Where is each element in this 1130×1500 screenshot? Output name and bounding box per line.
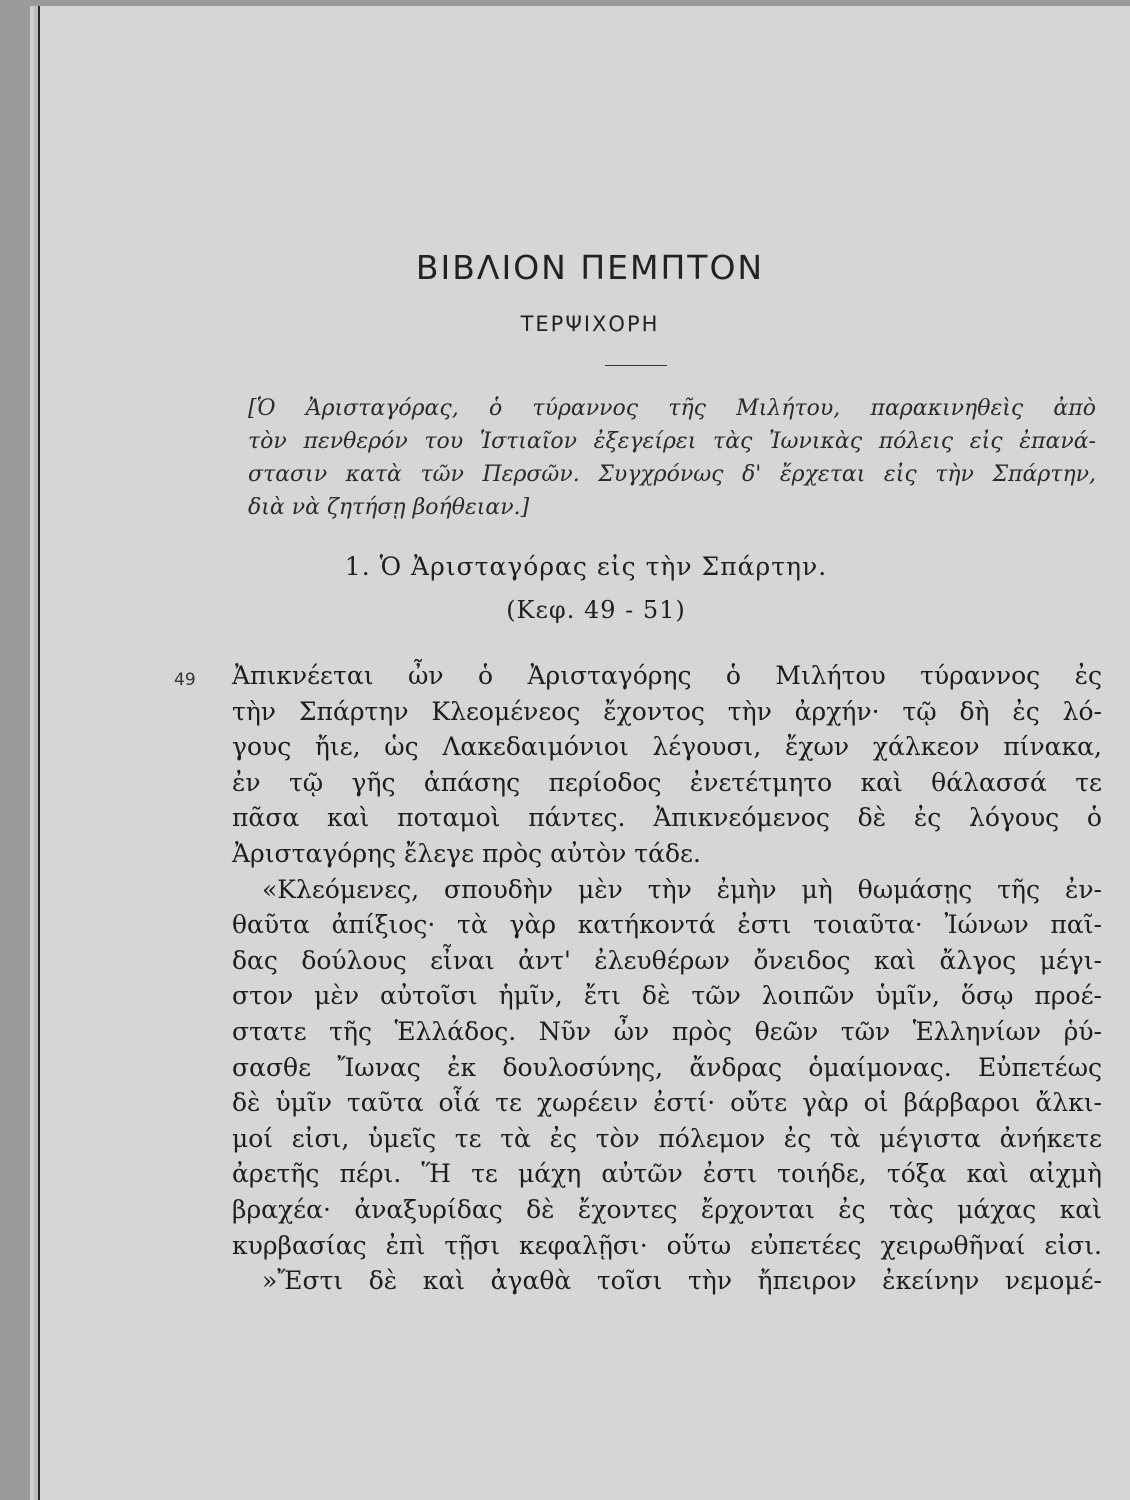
text-line: μοί εἰσι, ὑμεῖς τε τὰ ἐς τὸν πόλεμον ἐς τὰ μέγιστα ἀνήκετε	[232, 1123, 1102, 1153]
section-heading: 1. Ὁ Ἀρισταγόρας εἰς τὴν Σπάρτην.	[344, 552, 828, 581]
text-line: στατε τῆς Ἑλλάδος. Νῦν ὦν πρὸς θεῶν τῶν Ἑλληνίων ῥύ-	[232, 1016, 1102, 1046]
text-line: κυρβασίας ἐπὶ τῇσι κεφαλῇσι· οὕτω εὐπετέες χειρωθῆναί εἰσι.	[232, 1230, 1102, 1260]
text-line: Ἀρισταγόρης ἔλεγε πρὸς αὐτὸν τάδε.	[232, 838, 701, 868]
section-chapter-range: (Κεφ. 49 - 51)	[506, 596, 686, 624]
text-line: ἀρετῆς πέρι. Ἥ τε μάχη αὐτῶν ἐστι τοιήδε, τόξα καὶ αἰχμὴ	[232, 1159, 1102, 1189]
text-line: δας δούλους εἶναι ἀντ' ἐλευθέρων ὄνειδος καὶ ἄλγος μέγι-	[232, 945, 1102, 975]
book-title: ΒΙΒΛΙΟΝ ΠΕΜΠΤΟΝ	[415, 248, 765, 287]
chapter-summary	[248, 392, 1096, 524]
summary-line: στασιν κατὰ τῶν Περσῶν. Συγχρόνως δ' ἔρχεται εἰς τὴν Σπάρτην,	[248, 462, 1096, 487]
text-line: δὲ ὑμῖν ταῦτα οἷά τε χωρέειν ἐστί· οὔτε γὰρ οἱ βάρβαροι ἄλκι-	[232, 1088, 1102, 1118]
text-line: γους ἤιε, ὡς Λακεδαιμόνιοι λέγουσι, ἔχων χάλκεον πίνακα,	[232, 732, 1102, 762]
summary-line: [Ὁ Ἀρισταγόρας, ὁ τύραννος τῆς Μιλήτου, παρακινηθεὶς ἀπὸ	[248, 396, 1096, 421]
text-line: »Ἔστι δὲ καὶ ἀγαθὰ τοῖσι τὴν ἤπειρον ἐκείνην νεμομέ-	[262, 1266, 1102, 1296]
text-line: «Κλεόμενες, σπουδὴν μὲν τὴν ἐμὴν μὴ θωμάσῃς τῆς ἐν-	[262, 874, 1102, 904]
text-line: ἐν τῷ γῆς ἁπάσης περίοδος ἐνετέτμητο καὶ θάλασσά τε	[232, 767, 1102, 797]
book-subtitle: ΤΕΡΨΙΧΟΡΗ	[520, 312, 660, 336]
greek-text-body	[232, 658, 1102, 1299]
margin-chapter-number: 49	[174, 670, 196, 690]
summary-line: τὸν πενθερόν του Ἱστιαῖον ἐξεγείρει τὰς Ἰωνικὰς πόλεις εἰς ἐπανά-	[248, 429, 1096, 454]
text-line: θαῦτα ἀπίξιος· τὰ γὰρ κατήκοντά ἐστι τοιαῦτα· Ἰώνων παῖ-	[232, 910, 1102, 940]
title-divider	[605, 365, 667, 366]
text-line: σασθε Ἴωνας ἐκ δουλοσύνης, ἄνδρας ὁμαίμονας. Εὐπετέως	[232, 1052, 1102, 1082]
text-line: βραχέα· ἀναξυρίδας δὲ ἔχοντες ἔρχονται ἐς τὰς μάχας καὶ	[232, 1194, 1102, 1224]
book-page	[38, 6, 1130, 1500]
summary-line: διὰ νὰ ζητήσῃ βοήθειαν.]	[248, 495, 530, 520]
text-line: τὴν Σπάρτην Κλεομένεος ἔχοντος τὴν ἀρχήν· τῷ δὴ ἐς λό-	[232, 696, 1102, 726]
text-line: στον μὲν αὐτοῖσι ἡμῖν, ἔτι δὲ τῶν λοιπῶν ὑμῖν, ὅσῳ προέ-	[232, 981, 1102, 1011]
text-line: πᾶσα καὶ ποταμοὶ πάντες. Ἀπικνεόμενος δὲ ἐς λόγους ὁ	[232, 803, 1102, 833]
text-line: Ἀπικνέεται ὦν ὁ Ἀρισταγόρης ὁ Μιλήτου τύραννος ἐς	[232, 661, 1102, 690]
